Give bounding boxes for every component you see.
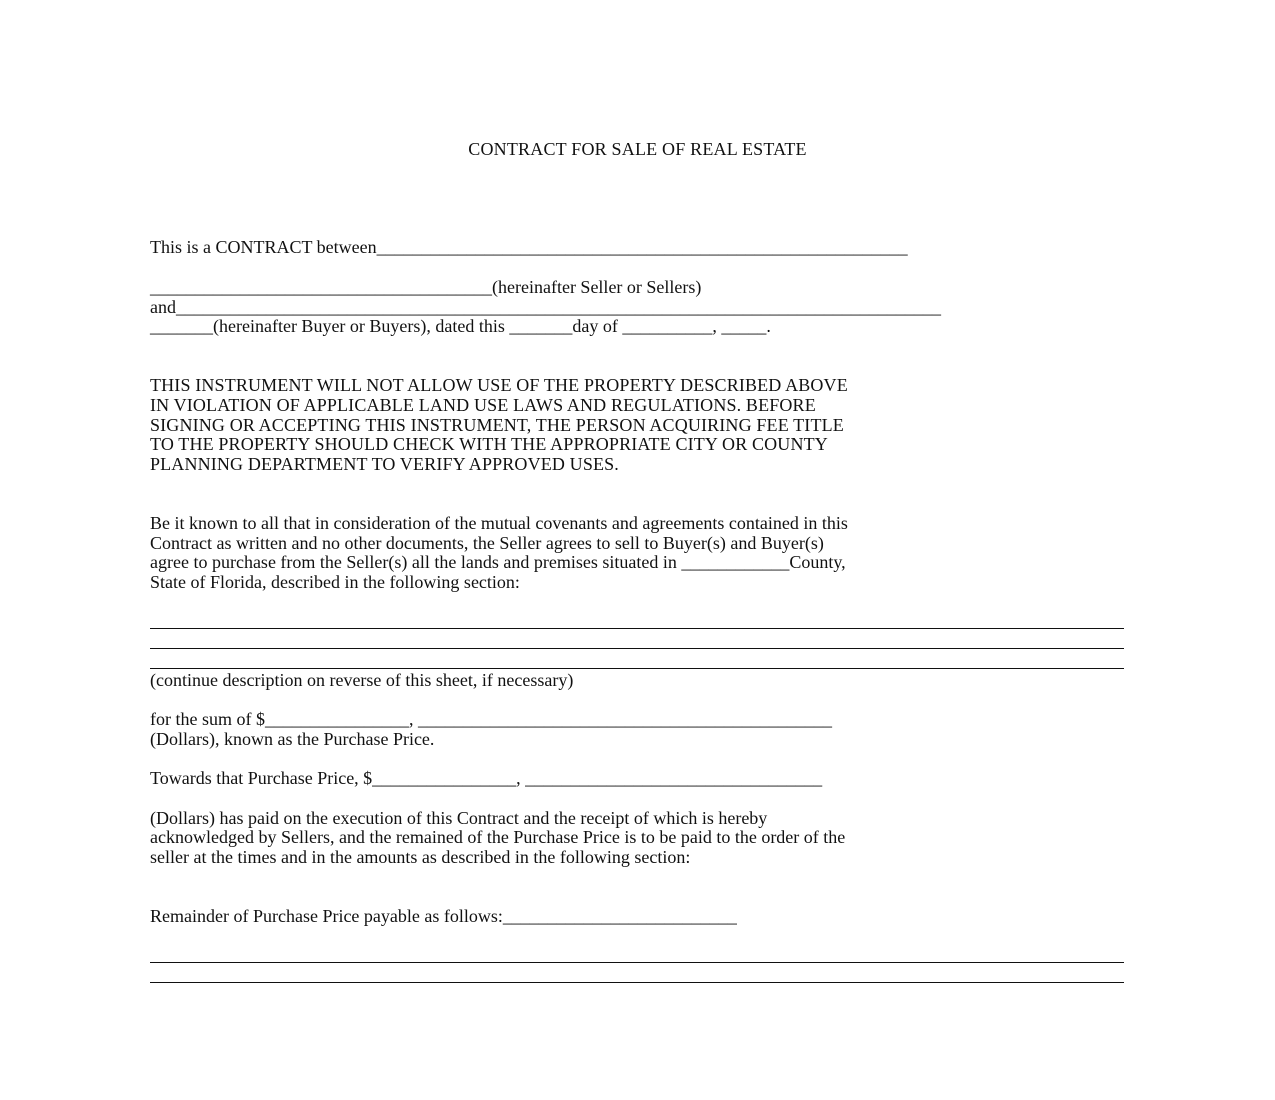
description-blank-line (150, 628, 1124, 629)
remainder-blank-line (150, 982, 1124, 983)
sum-line-1: for the sum of $________________, ______________________________________________ (150, 709, 832, 729)
warning-line-5: PLANNING DEPARTMENT TO VERIFY APPROVED USES. (150, 454, 619, 474)
consideration-line-1: Be it known to all that in consideration of the mutual covenants and agreements contained in this (150, 513, 848, 533)
warning-line-2: IN VIOLATION OF APPLICABLE LAND USE LAWS AND REGULATIONS. BEFORE (150, 395, 816, 415)
paid-line-3: seller at the times and in the amounts as described in the following section: (150, 847, 691, 867)
page-title: CONTRACT FOR SALE OF REAL ESTATE (468, 139, 807, 159)
parties-line-1: This is a CONTRACT between___________________________________________________________ (150, 237, 908, 257)
description-blank-line (150, 668, 1124, 669)
warning-line-4: TO THE PROPERTY SHOULD CHECK WITH THE APPROPRIATE CITY OR COUNTY (150, 434, 828, 454)
parties-line-4: _______(hereinafter Buyer or Buyers), dated this _______day of __________, _____. (150, 316, 771, 336)
warning-line-3: SIGNING OR ACCEPTING THIS INSTRUMENT, THE PERSON ACQUIRING FEE TITLE (150, 415, 844, 435)
paid-line-2: acknowledged by Sellers, and the remained of the Purchase Price is to be paid to the order of the (150, 827, 846, 847)
remainder-line: Remainder of Purchase Price payable as follows:__________________________ (150, 906, 737, 926)
paid-line-1: (Dollars) has paid on the execution of this Contract and the receipt of which is hereby (150, 808, 768, 828)
description-blank-line (150, 648, 1124, 649)
towards-line: Towards that Purchase Price, $________________, _________________________________ (150, 768, 823, 788)
continue-note: (continue description on reverse of this sheet, if necessary) (150, 670, 574, 690)
consideration-line-4: State of Florida, described in the following section: (150, 572, 520, 592)
warning-line-1: THIS INSTRUMENT WILL NOT ALLOW USE OF THE PROPERTY DESCRIBED ABOVE (150, 375, 848, 395)
parties-line-3: and_____________________________________________________________________________________ (150, 297, 941, 317)
parties-line-2: ______________________________________(hereinafter Seller or Sellers) (150, 277, 702, 297)
sum-line-2: (Dollars), known as the Purchase Price. (150, 729, 435, 749)
consideration-line-2: Contract as written and no other documents, the Seller agrees to sell to Buyer(s) and Buyer(s) (150, 533, 824, 553)
consideration-line-3: agree to purchase from the Seller(s) all the lands and premises situated in ____________County, (150, 552, 846, 572)
remainder-blank-line (150, 962, 1124, 963)
